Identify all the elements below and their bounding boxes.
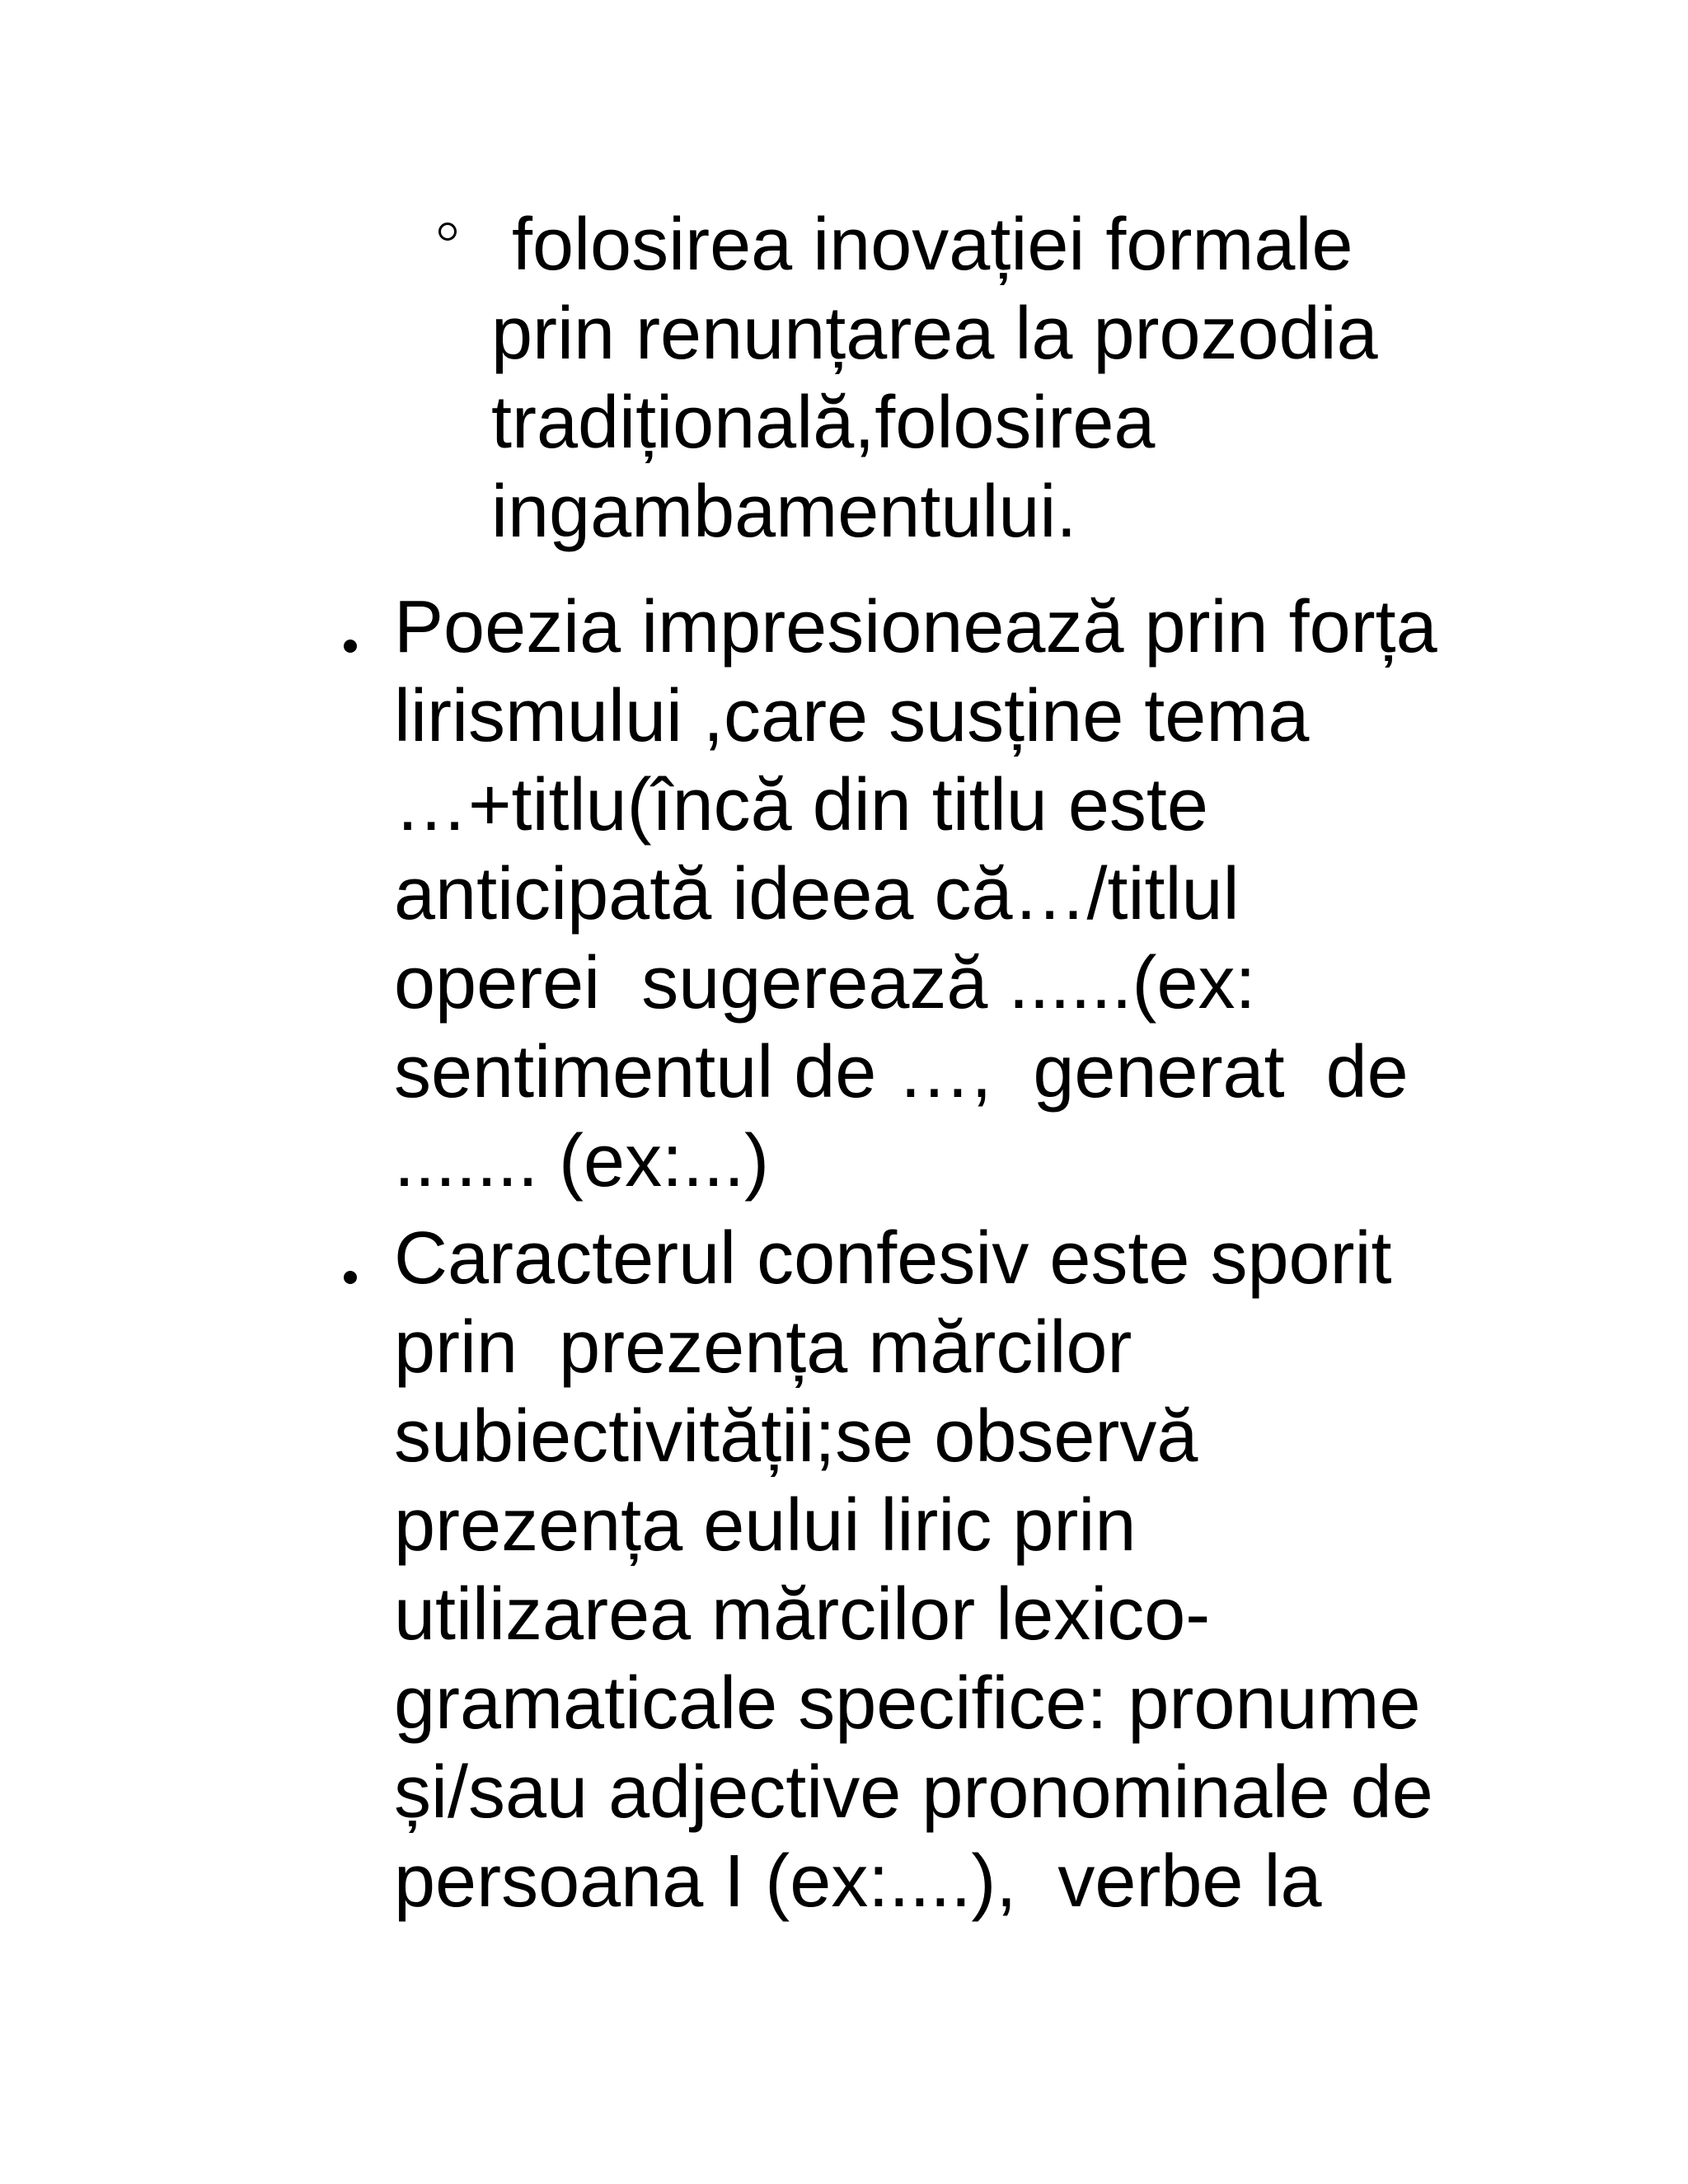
main-list-line: utilizarea mărcilor lexico- (394, 1573, 1211, 1656)
sub-list-line: ingambamentului. (491, 471, 1077, 553)
sub-list-line: folosirea inovației formale (491, 204, 1353, 286)
main-list-line: Caracterul confesiv este sporit (394, 1217, 1392, 1300)
main-list-line: …+titlu(încă din titlu este (394, 764, 1208, 846)
main-list-line: anticipată ideea că…/titlul (394, 853, 1240, 935)
main-list-line: lirismului ,care susține tema (394, 675, 1310, 757)
sub-list-line: tradițională,folosirea (491, 382, 1156, 464)
main-list-line: prezența eului liric prin (394, 1484, 1137, 1567)
bullet-dot-icon (344, 640, 357, 653)
hollow-circle-bullet-icon (438, 223, 457, 241)
main-list-line: și/sau adjective pronominale de (394, 1751, 1433, 1834)
main-list-line: operei sugerează ......(ex: (394, 942, 1256, 1024)
main-list-line: gramaticale specifice: pronume (394, 1662, 1421, 1745)
main-list-line: persoana I (ex:....), verbe la (394, 1840, 1322, 1923)
main-list-line: subiectivității;se observă (394, 1395, 1198, 1478)
main-list-line: Poezia impresionează prin forța (394, 586, 1437, 668)
main-list-line: ....... (ex:...) (394, 1120, 770, 1202)
sub-list-line: prin renunțarea la prozodia (491, 293, 1378, 375)
main-list-line: sentimentul de …, generat de (394, 1031, 1409, 1113)
bullet-dot-icon (344, 1271, 357, 1284)
main-list-line: prin prezența mărcilor (394, 1306, 1132, 1389)
